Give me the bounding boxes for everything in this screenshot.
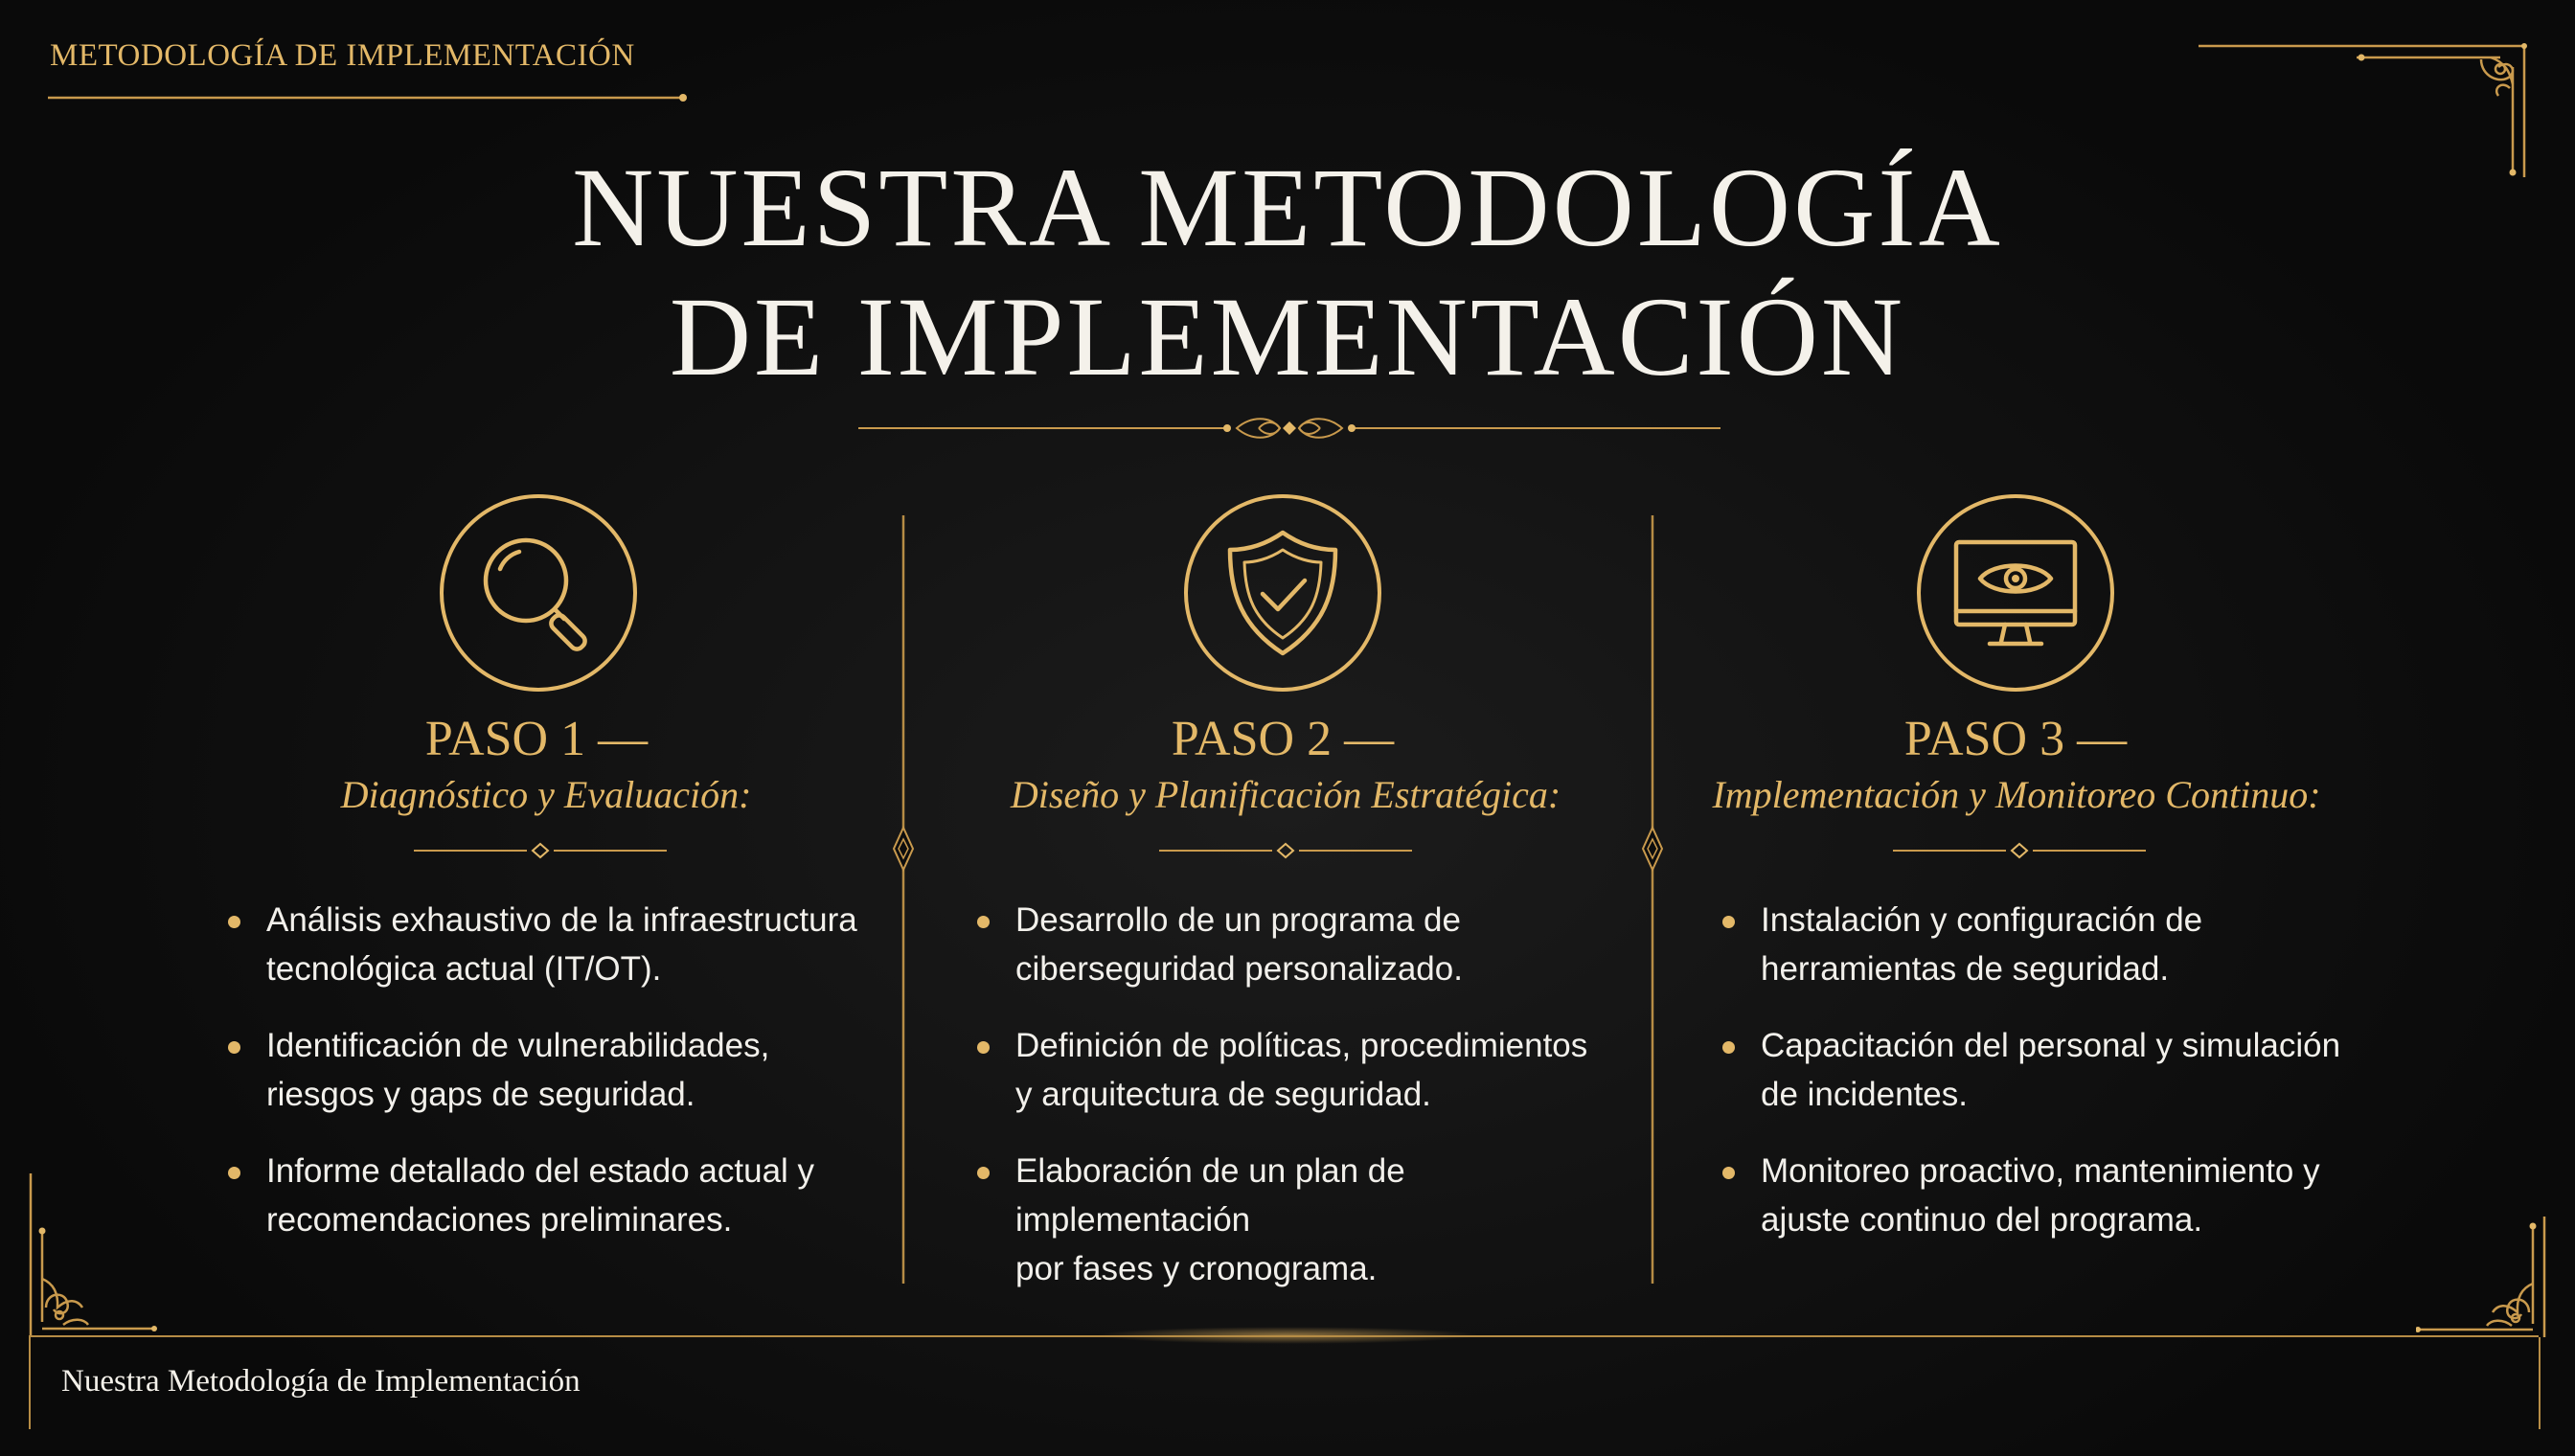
list-item	[977, 1147, 1609, 1293]
step-3-subtitle: Implementación y Monitoreo Continuo:	[1712, 773, 2321, 816]
step-2-ornament	[1159, 841, 1412, 860]
step-2-subtitle: Diseño y Planificación Estratégica:	[1010, 773, 1561, 816]
bullet-text: de incidentes.	[1761, 1076, 1968, 1113]
step-3-bullets	[1722, 896, 2393, 1272]
step-2-label: PASO 2 —	[1171, 712, 1395, 766]
corner-ornament-bottom-right	[2416, 1217, 2550, 1339]
step-2-bullets	[977, 896, 1609, 1321]
bullet-text: Análisis exhaustivo de la infraestructura	[266, 901, 857, 939]
step-3-label: PASO 3 —	[1903, 712, 2128, 766]
bullet-dot	[1722, 916, 1735, 928]
bullet-dot	[1722, 1041, 1735, 1054]
bullet-text: Desarrollo de un programa de	[1015, 901, 1461, 939]
magnifier-icon	[438, 492, 639, 694]
list-item	[1722, 1147, 2393, 1244]
bullet-text: Instalación y configuración de	[1761, 901, 2203, 939]
bullet-dot	[977, 1041, 990, 1054]
bullet-text: ciberseguridad personalizado.	[1015, 950, 1463, 988]
bullet-text: Elaboración de un plan de implementación	[1015, 1152, 1405, 1239]
bullet-dot	[228, 1167, 240, 1179]
column-divider-1	[892, 515, 915, 1284]
shield-check-icon	[1182, 492, 1383, 694]
list-item	[228, 1021, 860, 1119]
bullet-text: Monitoreo proactivo, mantenimiento y	[1761, 1152, 2320, 1190]
bullet-dot	[228, 916, 240, 928]
step-1-subtitle: Diagnóstico y Evaluación:	[340, 773, 752, 816]
step-1-bullets	[228, 896, 860, 1272]
monitor-eye-icon	[1915, 492, 2116, 694]
list-item	[977, 1021, 1609, 1119]
list-item	[228, 896, 860, 993]
title-line-1: NUESTRA METODOLOGÍA	[572, 145, 2003, 270]
corner-ornament-bottom-left	[25, 1173, 159, 1338]
list-item	[1722, 896, 2393, 993]
bullet-text: Identificación de vulnerabilidades,	[266, 1027, 770, 1064]
bullet-text: recomendaciones preliminares.	[266, 1201, 733, 1239]
bullet-text: por fases y cronograma.	[1015, 1250, 1378, 1287]
list-item	[228, 1147, 860, 1244]
list-item	[1722, 1021, 2393, 1119]
bullet-text: herramientas de seguridad.	[1761, 950, 2170, 988]
header-rule	[48, 92, 688, 103]
bullet-text: riesgos y gaps de seguridad.	[266, 1076, 695, 1113]
step-3-ornament	[1893, 841, 2146, 860]
bullet-text: y arquitectura de seguridad.	[1015, 1076, 1431, 1113]
bullet-text: Capacitación del personal y simulación	[1761, 1027, 2341, 1064]
bullet-text: tecnológica actual (IT/OT).	[266, 950, 662, 988]
bullet-dot	[977, 916, 990, 928]
bullet-dot	[1722, 1167, 1735, 1179]
bullet-dot	[228, 1041, 240, 1054]
bullet-text: Informe detallado del estado actual y	[266, 1152, 815, 1190]
step-1-ornament	[414, 841, 667, 860]
column-divider-2	[1641, 515, 1664, 1284]
list-item	[977, 896, 1609, 993]
title-line-2: DE IMPLEMENTACIÓN	[669, 274, 1906, 399]
header-label: METODOLOGÍA DE IMPLEMENTACIÓN	[50, 38, 635, 73]
bullet-text: Definición de políticas, procedimientos	[1015, 1027, 1588, 1064]
footer-text: Nuestra Metodología de Implementación	[61, 1364, 581, 1399]
bullet-dot	[977, 1167, 990, 1179]
bullet-text: ajuste continuo del programa.	[1761, 1201, 2203, 1239]
title-divider-ornament	[858, 412, 1720, 444]
step-1-label: PASO 1 —	[424, 712, 649, 766]
